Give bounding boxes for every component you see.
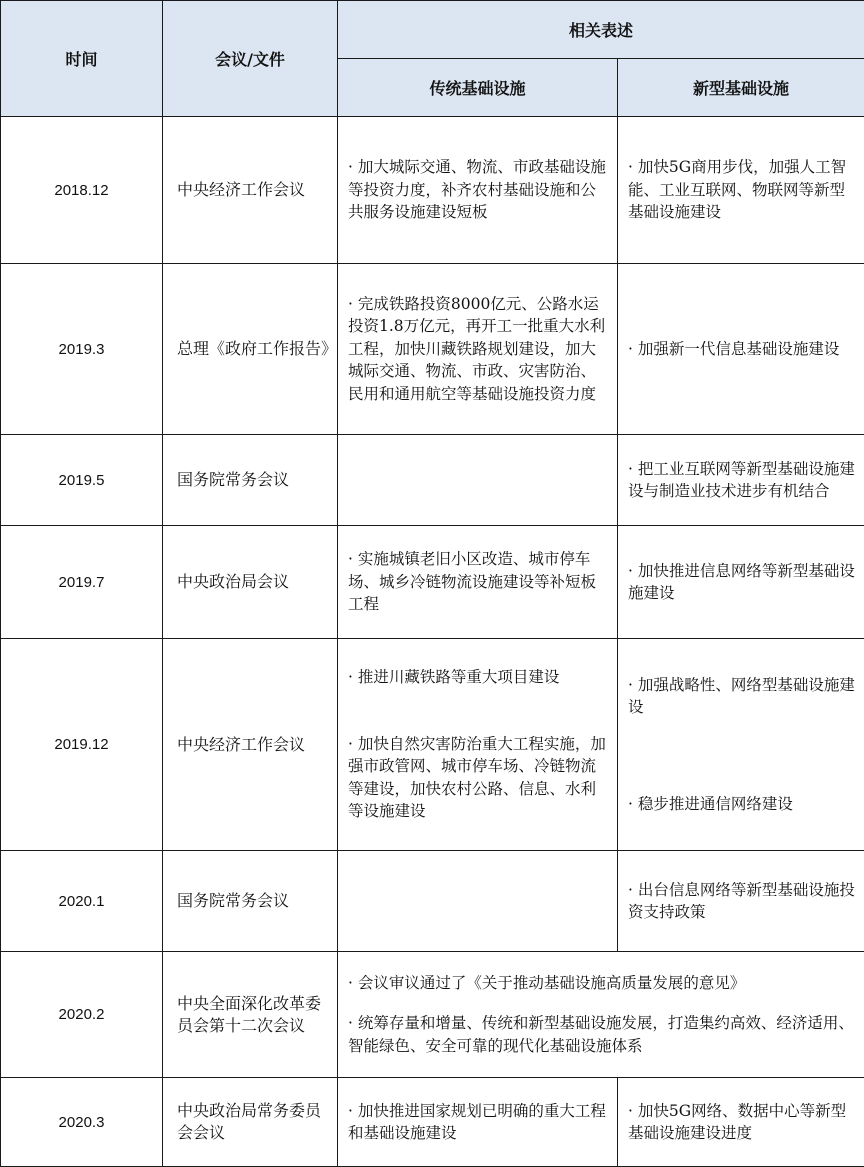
row-date: 2019.5 <box>1 435 163 526</box>
row-meeting: 中央政治局常务委员会会议 <box>163 1078 338 1167</box>
row-date: 2020.3 <box>1 1078 163 1167</box>
combined-item: · 会议审议通过了《关于推动基础设施高质量发展的意见》 <box>348 972 856 995</box>
table-row <box>1 435 864 526</box>
traditional-item: · 加大城际交通、物流、市政基础设施等投资力度，补齐农村基础设施和公共服务设施建设短板 <box>348 156 609 224</box>
row-traditional <box>338 1078 618 1167</box>
traditional-item: · 实施城镇老旧小区改造、城市停车场、城乡冷链物流设施建设等补短板工程 <box>348 548 609 616</box>
row-date: 2018.12 <box>1 117 163 264</box>
header-traditional: 传统基础设施 <box>338 59 618 117</box>
row-traditional-empty <box>338 435 618 526</box>
table-row <box>1 851 864 952</box>
new-item: · 加强战略性、网络型基础设施建设 <box>628 674 856 719</box>
header-meeting: 会议/文件 <box>163 1 338 117</box>
row-traditional <box>338 526 618 639</box>
new-item: · 加强新一代信息基础设施建设 <box>628 338 856 361</box>
row-new <box>618 851 864 952</box>
table-row <box>1 639 864 851</box>
new-item: · 稳步推进通信网络建设 <box>628 793 856 816</box>
row-traditional <box>338 639 618 851</box>
row-traditional <box>338 264 618 435</box>
row-new <box>618 639 864 851</box>
table-row <box>1 264 864 435</box>
table-row <box>1 1078 864 1167</box>
table-row <box>1 117 864 264</box>
row-date: 2019.7 <box>1 526 163 639</box>
row-new <box>618 264 864 435</box>
row-traditional <box>338 117 618 264</box>
table-row <box>1 952 864 1078</box>
row-meeting: 国务院常务会议 <box>163 435 338 526</box>
row-date: 2020.1 <box>1 851 163 952</box>
row-meeting: 中央经济工作会议 <box>163 639 338 851</box>
new-item: · 加快推进信息网络等新型基础设施建设 <box>628 560 856 605</box>
row-meeting: 中央政治局会议 <box>163 526 338 639</box>
row-date: 2019.3 <box>1 264 163 435</box>
table-row <box>1 526 864 639</box>
header-new: 新型基础设施 <box>618 59 864 117</box>
row-new <box>618 526 864 639</box>
new-item: · 加快5G网络、数据中心等新型基础设施建设进度 <box>628 1100 856 1145</box>
row-meeting: 总理《政府工作报告》 <box>163 264 338 435</box>
row-date: 2019.12 <box>1 639 163 851</box>
header-related: 相关表述 <box>338 1 864 59</box>
traditional-item: · 加快自然灾害防治重大工程实施，加强市政管网、城市停车场、冷链物流等建设，加快农村公路、信息、水利等设施建设 <box>348 733 609 823</box>
row-meeting: 中央经济工作会议 <box>163 117 338 264</box>
traditional-item: · 推进川藏铁路等重大项目建设 <box>348 666 609 689</box>
combined-item: · 统筹存量和增量、传统和新型基础设施发展，打造集约高效、经济适用、智能绿色、安全可靠的现代化基础设施体系 <box>348 1012 856 1057</box>
row-date: 2020.2 <box>1 952 163 1078</box>
row-traditional-empty <box>338 851 618 952</box>
traditional-item: · 加快推进国家规划已明确的重大工程和基础设施建设 <box>348 1100 609 1145</box>
row-combined <box>338 952 864 1078</box>
header-time: 时间 <box>1 1 163 117</box>
new-item: · 出台信息网络等新型基础设施投资支持政策 <box>628 879 856 924</box>
row-meeting: 国务院常务会议 <box>163 851 338 952</box>
new-item: · 加快5G商用步伐，加强人工智能、工业互联网、物联网等新型基础设施建设 <box>628 156 856 224</box>
traditional-item: · 完成铁路投资8000亿元、公路水运投资1.8万亿元，再开工一批重大水利工程，加快川藏铁路规划建设，加大城际交通、物流、市政、灾害防治、民用和通用航空等基础设施投资力度 <box>348 293 609 406</box>
row-new <box>618 435 864 526</box>
row-new <box>618 117 864 264</box>
row-new <box>618 1078 864 1167</box>
new-item: · 把工业互联网等新型基础设施建设与制造业技术进步有机结合 <box>628 458 856 503</box>
row-meeting: 中央全面深化改革委员会第十二次会议 <box>163 952 338 1078</box>
